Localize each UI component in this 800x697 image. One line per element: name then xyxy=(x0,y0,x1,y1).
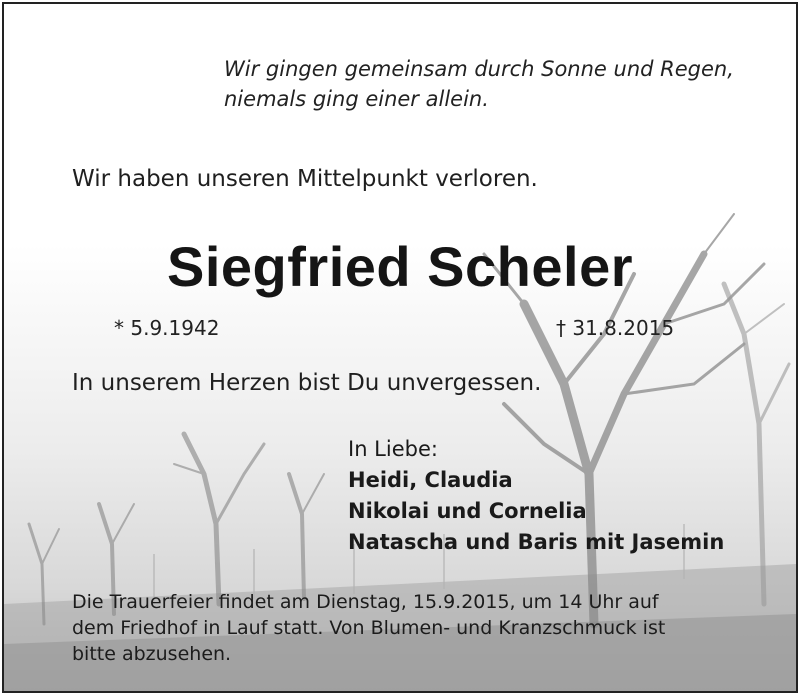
notice-line-1: Die Trauerfeier findet am Dienstag, 15.9.2015, um 14 Uhr auf xyxy=(72,591,659,613)
death-date: † 31.8.2015 xyxy=(556,316,675,340)
motto-line-1: Wir gingen gemeinsam durch Sonne und Regen, xyxy=(224,57,734,81)
deceased-name: Siegfried Scheler xyxy=(166,235,633,298)
signer-family: Natascha und Baris mit Jasemin xyxy=(348,530,725,554)
intro-text: Wir haben unseren Mittelpunkt verloren. xyxy=(72,166,538,192)
notice-line-3: bitte abzusehen. xyxy=(72,643,232,665)
motto-quote xyxy=(224,54,734,114)
signer-family: Nikolai und Cornelia xyxy=(348,499,587,523)
signers-lead: In Liebe: xyxy=(348,437,438,461)
funeral-notice xyxy=(72,589,742,667)
remembrance-text: In unserem Herzen bist Du unvergessen. xyxy=(72,370,542,396)
signers-block xyxy=(348,434,724,558)
motto-line-2: niemals ging einer allein. xyxy=(224,87,489,111)
obituary-card xyxy=(2,2,798,693)
signer-family: Heidi, Claudia xyxy=(348,468,513,492)
notice-line-2: dem Friedhof in Lauf statt. Von Blumen- und Kranzschmuck ist xyxy=(72,617,666,639)
birth-date: * 5.9.1942 xyxy=(114,316,220,340)
